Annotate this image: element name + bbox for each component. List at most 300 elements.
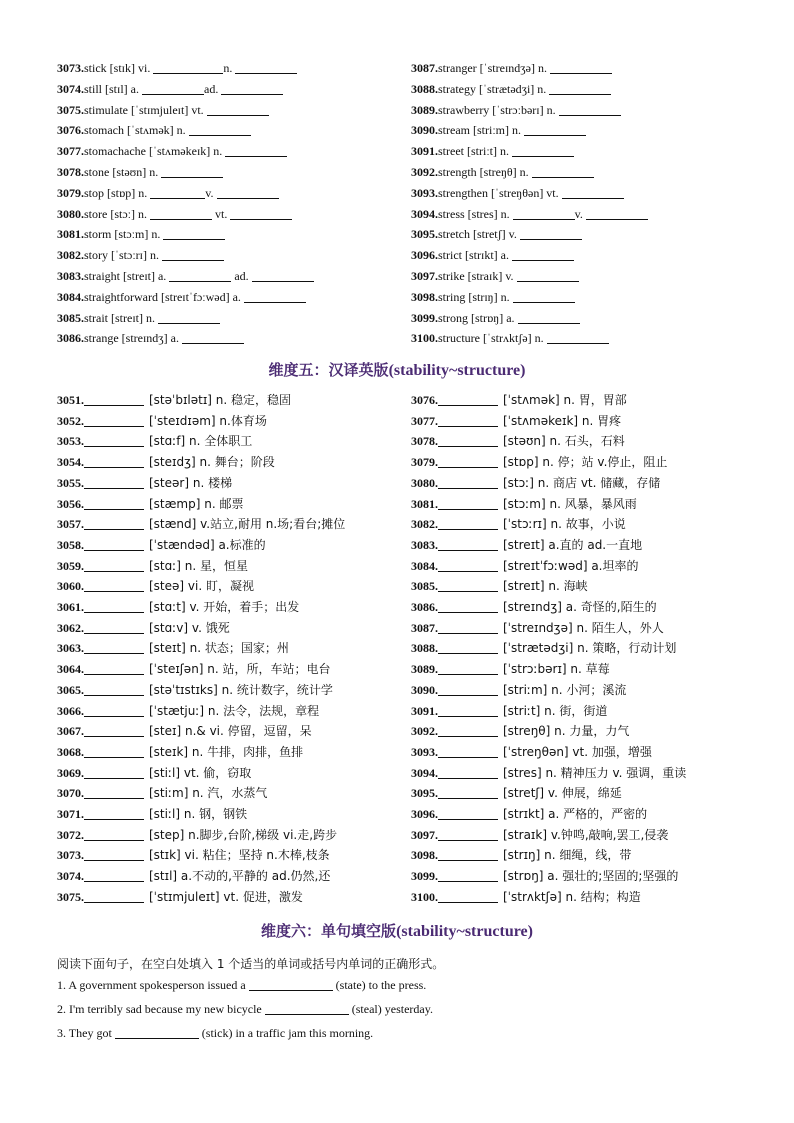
sentence-start: 1. A government spokesperson issued a — [57, 978, 249, 992]
entry-definition: [step] n.脚步,台阶,梯级 vi.走,跨步 — [149, 827, 338, 842]
answer-blank[interactable] — [84, 641, 144, 654]
translation-entry — [411, 805, 647, 823]
entry-definition: [striːm] n. 小河；溪流 — [503, 682, 627, 697]
answer-blank[interactable] — [84, 807, 144, 820]
sentence-end: (state) to the press. — [332, 978, 427, 992]
entry-number: 3083. — [57, 269, 84, 283]
entry-number: 3086. — [411, 600, 438, 614]
entry-number: 3093. — [411, 185, 438, 200]
translation-entry — [57, 495, 243, 513]
answer-blank[interactable] — [512, 248, 574, 261]
answer-blank[interactable] — [249, 978, 333, 991]
answer-blank[interactable] — [84, 869, 144, 882]
answer-blank[interactable] — [153, 61, 223, 74]
entry-text: strange [streɪndʒ] a. — [84, 331, 182, 346]
entry-definition: [ˈstʌməkeɪk] n. 胃疼 — [503, 413, 622, 428]
answer-blank[interactable] — [225, 144, 287, 157]
vocab-entry — [411, 246, 574, 264]
entry-number: 3077. — [57, 144, 84, 159]
entry-number: 3083. — [411, 537, 438, 552]
entry-definition: [stɔːm] n. 风暴，暴风雨 — [503, 496, 637, 511]
entry-definition: [stɑːt] v. 开始，着手；出发 — [149, 600, 300, 614]
translation-entry — [411, 495, 637, 513]
vocab-entry — [57, 59, 297, 77]
fill-blank-sentence — [57, 978, 426, 993]
translation-entry — [57, 536, 266, 554]
answer-blank[interactable] — [586, 207, 648, 220]
entry-definition: [stænd] v.站立,耐用 n.场;看台;摊位 — [149, 517, 346, 532]
entry-definition: [steər] n. 楼梯 — [149, 475, 233, 490]
answer-blank[interactable] — [169, 269, 231, 282]
entry-number: 3092. — [411, 165, 438, 179]
answer-blank[interactable] — [158, 311, 220, 324]
answer-blank[interactable] — [438, 869, 498, 882]
entry-text: n. — [223, 61, 236, 75]
vocab-entry — [411, 309, 580, 327]
answer-blank[interactable] — [84, 745, 144, 758]
answer-blank[interactable] — [230, 207, 292, 220]
answer-blank[interactable] — [438, 476, 498, 489]
answer-blank[interactable] — [438, 517, 498, 530]
answer-blank[interactable] — [550, 61, 612, 74]
answer-blank[interactable] — [115, 1026, 199, 1039]
vocab-entry — [57, 329, 244, 347]
entry-number: 3054. — [57, 455, 84, 470]
answer-blank[interactable] — [562, 186, 624, 199]
entry-text: store [stɔː] n. — [84, 206, 150, 221]
entry-text: strong [strɒŋ] a. — [438, 310, 518, 325]
entry-number: 3058. — [57, 537, 84, 552]
entry-number: 3099. — [411, 310, 438, 325]
vocab-entry — [411, 80, 611, 98]
entry-definition: [ˈstrʌktʃə] n. 结构；构造 — [503, 889, 641, 904]
entry-number: 3071. — [57, 807, 84, 821]
entry-definition: [ˈstætjuː] n. 法令，法规，章程 — [149, 703, 320, 718]
translation-entry — [411, 639, 676, 657]
answer-blank[interactable] — [84, 704, 144, 717]
entry-text: stretch [stretʃ] v. — [438, 227, 520, 242]
entry-number: 3077. — [411, 413, 438, 428]
entry-number: 3088. — [411, 641, 438, 656]
entry-number: 3075. — [57, 889, 84, 904]
answer-blank[interactable] — [163, 227, 225, 240]
answer-blank[interactable] — [84, 766, 144, 779]
answer-blank[interactable] — [524, 123, 586, 136]
answer-blank[interactable] — [549, 82, 611, 95]
entry-number: 3095. — [411, 786, 438, 801]
answer-blank[interactable] — [438, 890, 498, 903]
entry-number: 3090. — [411, 682, 438, 697]
entry-definition: [stretʃ] v. 伸展，绵延 — [503, 786, 622, 801]
vocab-entry — [57, 309, 220, 327]
entry-number: 3076. — [411, 393, 438, 407]
entry-number: 3082. — [57, 248, 84, 263]
translation-entry — [57, 432, 252, 450]
entry-definition: [steɪdʒ] n. 舞台；阶段 — [149, 455, 275, 470]
translation-entry — [57, 619, 230, 637]
sentence-start: 3. They got — [57, 1026, 115, 1040]
answer-blank[interactable] — [438, 745, 498, 758]
answer-blank[interactable] — [517, 269, 579, 282]
entry-text: straightforward [streɪtˈfɔːwəd] a. — [84, 289, 244, 304]
answer-blank[interactable] — [438, 434, 498, 447]
entry-definition: [stɒp] n. 停；站 v.停止，阻止 — [503, 455, 668, 470]
answer-blank[interactable] — [438, 600, 498, 613]
answer-blank[interactable] — [84, 600, 144, 613]
entry-text: street [striːt] n. — [438, 144, 512, 159]
answer-blank[interactable] — [518, 311, 580, 324]
answer-blank[interactable] — [438, 641, 498, 654]
answer-blank[interactable] — [438, 559, 498, 572]
entry-text: v. — [574, 206, 586, 221]
translation-entry — [57, 515, 345, 533]
entry-number: 3095. — [411, 227, 438, 242]
entry-number: 3063. — [57, 641, 84, 656]
entry-definition: [strɪŋ] n. 细绳，线，带 — [503, 848, 632, 863]
answer-blank[interactable] — [84, 393, 144, 406]
entry-definition: [ˈstreŋθən] vt. 加强，增强 — [503, 744, 652, 759]
entry-number: 3073. — [57, 848, 84, 863]
entry-number: 3094. — [411, 765, 438, 780]
entry-text: ad. — [231, 269, 252, 283]
entry-text: structure [ˈstrʌktʃə] n. — [438, 331, 547, 346]
translation-entry — [411, 474, 660, 492]
entry-number: 3084. — [57, 289, 84, 304]
entry-number: 3062. — [57, 620, 84, 635]
vocab-entry — [411, 267, 579, 285]
entry-number: 3064. — [57, 662, 84, 677]
entry-number: 3096. — [411, 248, 438, 263]
answer-blank[interactable] — [182, 331, 244, 344]
entry-number: 3052. — [57, 413, 84, 428]
entry-number: 3076. — [57, 123, 84, 138]
answer-blank[interactable] — [513, 290, 575, 303]
answer-blank[interactable] — [84, 890, 144, 903]
answer-blank[interactable] — [438, 579, 498, 592]
answer-blank[interactable] — [438, 414, 498, 427]
vocab-entry — [411, 142, 574, 160]
answer-blank[interactable] — [84, 662, 144, 675]
section-six-title-cn: 维度六：单句填空版 — [261, 922, 397, 940]
answer-blank[interactable] — [512, 144, 574, 157]
entry-definition: [ˈstændəd] a.标准的 — [149, 537, 266, 552]
entry-definition: [stɑːf] n. 全体职工 — [149, 434, 253, 449]
translation-entry — [57, 598, 299, 616]
entry-number: 3061. — [57, 600, 84, 614]
entry-text: still [stɪl] a. — [84, 81, 142, 96]
sentence-end: (stick) in a traffic jam this morning. — [198, 1026, 374, 1040]
entry-definition: [streɪt] n. 海峡 — [503, 579, 588, 594]
entry-number: 3065. — [57, 682, 84, 697]
answer-blank[interactable] — [84, 621, 144, 634]
vocab-entry — [57, 184, 279, 202]
vocab-entry — [57, 288, 306, 306]
translation-entry — [411, 619, 664, 637]
answer-blank[interactable] — [189, 123, 251, 136]
translation-entry — [411, 784, 622, 802]
entry-text: stress [stres] n. — [438, 206, 513, 221]
entry-definition: [stɑː] n. 星，恒星 — [149, 558, 249, 573]
translation-entry — [57, 577, 254, 595]
entry-number: 3090. — [411, 123, 438, 138]
answer-blank[interactable] — [84, 538, 144, 551]
entry-number: 3069. — [57, 765, 84, 780]
answer-blank[interactable] — [438, 455, 498, 468]
entry-definition: [stɪk] vi. 粘住；坚持 n.木棒,枝条 — [149, 848, 330, 863]
translation-entry — [57, 639, 289, 657]
answer-blank[interactable] — [265, 1002, 349, 1015]
vocab-entry — [57, 267, 314, 285]
answer-blank[interactable] — [162, 248, 224, 261]
answer-blank[interactable] — [244, 290, 306, 303]
entry-number: 3074. — [57, 869, 84, 884]
answer-blank[interactable] — [438, 393, 498, 406]
answer-blank[interactable] — [161, 165, 223, 178]
vocab-entry — [57, 246, 224, 264]
translation-entry — [411, 681, 626, 699]
entry-number: 3091. — [411, 144, 438, 159]
entry-number: 3084. — [411, 558, 438, 573]
entry-number: 3078. — [57, 165, 84, 179]
answer-blank[interactable] — [438, 704, 498, 717]
translation-entry — [411, 660, 610, 678]
translation-entry — [411, 412, 621, 430]
vocab-entry — [411, 329, 609, 347]
answer-blank[interactable] — [150, 207, 212, 220]
translation-entry — [57, 681, 333, 699]
translation-entry — [411, 598, 657, 616]
answer-blank[interactable] — [438, 828, 498, 841]
entry-definition: [ˈstrætədʒi] n. 策略，行动计划 — [503, 641, 677, 656]
entry-definition: [stɑːv] v. 饿死 — [149, 620, 230, 635]
entry-number: 3073. — [57, 61, 84, 75]
entry-definition: [streŋθ] n. 力量，力气 — [503, 724, 630, 739]
answer-blank[interactable] — [84, 724, 144, 737]
entry-definition: [straɪk] v.钟鸣,敲响,罢工,侵袭 — [503, 827, 669, 842]
entry-definition: [stæmp] n. 邮票 — [149, 496, 244, 511]
entry-text: storm [stɔːm] n. — [84, 227, 164, 242]
entry-number: 3075. — [57, 102, 84, 117]
translation-entry — [57, 826, 337, 844]
entry-number: 3089. — [411, 662, 438, 677]
entry-text: strengthen [ˈstreŋθən] vt. — [438, 185, 562, 200]
entry-text: strike [straɪk] v. — [438, 269, 517, 283]
translation-entry — [411, 722, 629, 740]
entry-text: stick [stɪk] vi. — [84, 61, 154, 75]
entry-number: 3056. — [57, 496, 84, 511]
translation-entry — [57, 722, 312, 740]
entry-number: 3097. — [411, 827, 438, 842]
answer-blank[interactable] — [84, 476, 144, 489]
entry-definition: [stɔː] n. 商店 vt. 储藏，存储 — [503, 475, 661, 490]
translation-entry — [57, 867, 330, 885]
entry-number: 3089. — [411, 102, 438, 117]
entry-number: 3099. — [411, 869, 438, 884]
answer-blank[interactable] — [84, 455, 144, 468]
entry-number: 3085. — [57, 310, 84, 325]
entry-number: 3059. — [57, 558, 84, 573]
answer-blank[interactable] — [438, 786, 498, 799]
instruction-text: 阅读下面句子，在空白处填入 1 个适当的单词或括号内单词的正确形式。 — [57, 957, 445, 971]
entry-number: 3081. — [411, 496, 438, 511]
answer-blank[interactable] — [217, 186, 279, 199]
answer-blank[interactable] — [84, 848, 144, 861]
answer-blank[interactable] — [207, 103, 269, 116]
answer-blank[interactable] — [84, 579, 144, 592]
answer-blank[interactable] — [84, 434, 144, 447]
entry-definition: [stiːl] n. 钢，钢铁 — [149, 807, 248, 821]
entry-definition: [stiːm] n. 汽，水蒸气 — [149, 786, 268, 801]
entry-text: strait [streɪt] n. — [84, 310, 158, 325]
entry-number: 3097. — [411, 269, 438, 283]
entry-number: 3060. — [57, 579, 84, 594]
entry-number: 3070. — [57, 786, 84, 801]
vocab-entry — [57, 121, 251, 139]
vocab-entry — [57, 205, 292, 223]
entry-number: 3066. — [57, 703, 84, 718]
entry-definition: [steɪ] n.& vi. 停留，逗留，呆 — [149, 724, 312, 739]
entry-text: strategy [ˈstrætədʒi] n. — [438, 81, 550, 96]
answer-blank[interactable] — [235, 61, 297, 74]
vocab-entry — [57, 225, 225, 243]
answer-blank[interactable] — [150, 186, 205, 199]
entry-number: 3096. — [411, 807, 438, 821]
vocab-entry — [57, 142, 287, 160]
entry-number: 3053. — [57, 434, 84, 449]
translation-entry — [411, 867, 678, 885]
answer-blank[interactable] — [532, 165, 594, 178]
entry-text: strict [strɪkt] a. — [438, 248, 512, 263]
entry-definition: [steɪk] n. 牛排，肉排，鱼排 — [149, 744, 304, 759]
entry-definition: [stɪl] a.不动的,平静的 ad.仍然,还 — [149, 869, 331, 884]
translation-entry — [57, 474, 232, 492]
entry-number: 3081. — [57, 227, 84, 242]
entry-number: 3094. — [411, 206, 438, 221]
entry-text: vt. — [211, 206, 231, 221]
entry-text: strawberry [ˈstrɔːbərɪ] n. — [438, 102, 559, 117]
entry-number: 3074. — [57, 81, 84, 96]
answer-blank[interactable] — [559, 103, 621, 116]
entry-text: stop [stɒp] n. — [84, 185, 151, 200]
entry-number: 3098. — [411, 848, 438, 863]
entry-definition: [ˈstɔːrɪ] n. 故事，小说 — [503, 517, 626, 532]
answer-blank[interactable] — [438, 724, 498, 737]
answer-blank[interactable] — [520, 227, 582, 240]
entry-definition: [steɪt] n. 状态；国家；州 — [149, 641, 289, 656]
entry-definition: [streɪt] a.直的 ad.一直地 — [503, 537, 643, 552]
section-six-title-en: (stability~structure) — [396, 923, 533, 940]
translation-entry — [411, 515, 626, 533]
answer-blank[interactable] — [221, 82, 283, 95]
answer-blank[interactable] — [438, 662, 498, 675]
answer-blank[interactable] — [84, 497, 144, 510]
entry-number: 3091. — [411, 703, 438, 718]
answer-blank[interactable] — [438, 497, 498, 510]
entry-number: 3068. — [57, 744, 84, 759]
answer-blank[interactable] — [84, 414, 144, 427]
translation-entry — [57, 453, 275, 471]
sentence-start: 2. I'm terribly sad because my new bicycle — [57, 1002, 265, 1016]
answer-blank[interactable] — [438, 848, 498, 861]
entry-definition: [stres] n. 精神压力 v. 强调，重读 — [503, 765, 687, 780]
entry-definition: [ˈstrɔːbərɪ] n. 草莓 — [503, 662, 610, 677]
translation-entry — [57, 784, 267, 802]
vocab-entry — [411, 121, 586, 139]
answer-blank[interactable] — [547, 331, 609, 344]
entry-text: strength [streŋθ] n. — [438, 165, 532, 179]
answer-blank[interactable] — [438, 621, 498, 634]
entry-number: 3100. — [411, 331, 438, 346]
entry-definition: [strɒŋ] a. 强壮的;坚固的;坚强的 — [503, 869, 679, 884]
entry-number: 3055. — [57, 475, 84, 490]
translation-entry — [411, 826, 668, 844]
entry-text: stimulate [ˈstɪmjuleɪt] vt. — [84, 102, 207, 117]
vocab-entry — [411, 59, 612, 77]
entry-text: ad. — [204, 81, 222, 96]
fill-blank-sentence — [57, 1026, 373, 1041]
answer-blank[interactable] — [84, 786, 144, 799]
entry-number: 3098. — [411, 289, 438, 304]
entry-definition: [streɪtˈfɔːwəd] a.坦率的 — [503, 558, 639, 573]
entry-number: 3093. — [411, 744, 438, 759]
translation-entry — [57, 702, 319, 720]
entry-number: 3086. — [57, 331, 84, 346]
entry-definition: [ˈstʌmək] n. 胃，胃部 — [503, 393, 627, 407]
answer-blank[interactable] — [513, 207, 575, 220]
entry-definition: [ˈstɪmjuleɪt] vt. 促进，激发 — [149, 889, 303, 904]
entry-text: stomachache [ˈstʌməkeɪk] n. — [84, 144, 226, 159]
entry-definition: [striːt] n. 街，街道 — [503, 703, 608, 718]
answer-blank[interactable] — [438, 683, 498, 696]
answer-blank[interactable] — [84, 559, 144, 572]
vocab-entry — [57, 101, 269, 119]
vocab-entry — [411, 288, 575, 306]
translation-entry — [411, 743, 652, 761]
answer-blank[interactable] — [438, 538, 498, 551]
entry-definition: [stiːl] vt. 偷，窃取 — [149, 765, 252, 780]
entry-text: v. — [205, 185, 217, 200]
answer-blank[interactable] — [252, 269, 314, 282]
entry-definition: [streɪndʒ] a. 奇怪的,陌生的 — [503, 600, 657, 614]
entry-definition: [stəˈbɪlətɪ] n. 稳定，稳固 — [149, 393, 292, 407]
translation-entry — [411, 432, 625, 450]
translation-entry — [411, 764, 686, 782]
answer-blank[interactable] — [84, 683, 144, 696]
entry-definition: [ˈsteɪdɪəm] n.体育场 — [149, 413, 267, 428]
entry-number: 3082. — [411, 517, 438, 532]
translation-entry — [57, 846, 330, 864]
answer-blank[interactable] — [142, 82, 204, 95]
translation-entry — [411, 577, 588, 595]
sentence-end: (steal) yesterday. — [348, 1002, 433, 1016]
section-five-title-en: (stability~structure) — [388, 362, 526, 379]
entry-text: straight [streɪt] a. — [84, 269, 170, 283]
entry-text: stream [striːm] n. — [438, 123, 524, 138]
entry-text: stranger [ˈstreɪndʒə] n. — [438, 61, 550, 75]
translation-entry — [57, 805, 247, 823]
entry-number: 3080. — [411, 475, 438, 490]
answer-blank[interactable] — [438, 807, 498, 820]
translation-entry — [57, 660, 331, 678]
answer-blank[interactable] — [84, 517, 144, 530]
answer-blank[interactable] — [438, 766, 498, 779]
translation-entry — [57, 764, 251, 782]
section-five-title-cn: 维度五：汉译英版 — [268, 361, 389, 379]
entry-number: 3072. — [57, 827, 84, 842]
vocab-entry — [57, 163, 223, 181]
entry-text: stone [stəʊn] n. — [84, 165, 162, 179]
answer-blank[interactable] — [84, 828, 144, 841]
